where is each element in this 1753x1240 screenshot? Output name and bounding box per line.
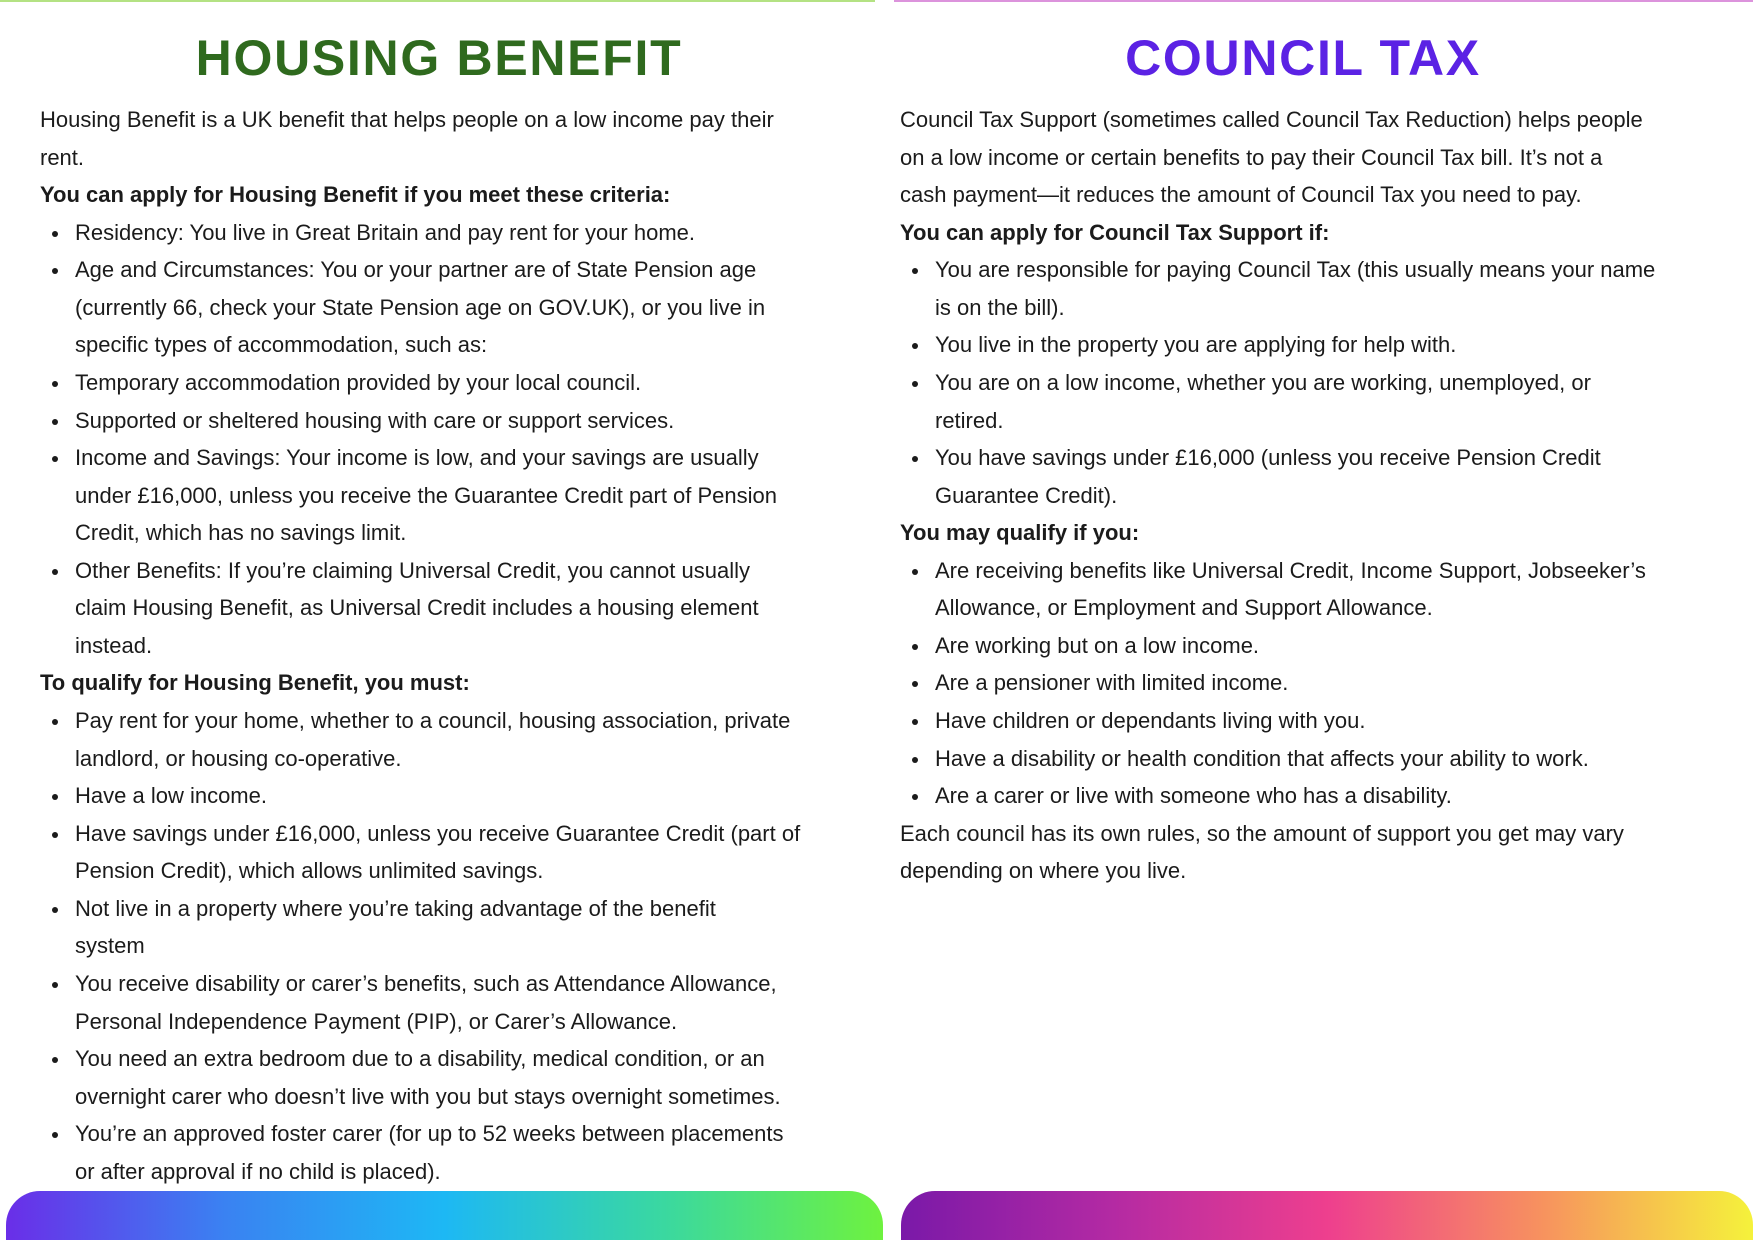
housing-qualify-heading: To qualify for Housing Benefit, you must: [40, 670, 470, 696]
list-item: Are receiving benefits like Universal Credit, Income Support, Jobseeker’s Allowance, or Employment and Support Allowance. [900, 552, 1745, 627]
list-item: Are a carer or live with someone who has a disability. [900, 777, 1745, 815]
housing-apply-criteria-list [40, 214, 875, 665]
housing-qualify-list [40, 702, 875, 1190]
housing-benefit-intro: Housing Benefit is a UK benefit that helps people on a low income pay their rent. [40, 107, 774, 170]
list-item: Have savings under £16,000, unless you receive Guarantee Credit (part of Pension Credit), which allows unlimited savings. [40, 815, 875, 890]
council-tax-closing-note: Each council has its own rules, so the amount of support you get may vary depending on where you live. [900, 820, 1624, 884]
top-accent-line-right [894, 0, 1753, 2]
list-item: Supported or sheltered housing with care or support services. [40, 402, 875, 440]
list-item: Temporary accommodation provided by your local council. [40, 364, 875, 402]
gradient-bar-left [6, 1191, 883, 1240]
list-item: Have children or dependants living with you. [900, 702, 1745, 740]
list-item: Are working but on a low income. [900, 627, 1745, 665]
top-accent-line-left [0, 0, 875, 2]
list-item: Residency: You live in Great Britain and pay rent for your home. [40, 214, 875, 252]
list-item: You have savings under £16,000 (unless you receive Pension Credit Guarantee Credit). [900, 439, 1745, 514]
list-item: Other Benefits: If you’re claiming Universal Credit, you cannot usually claim Housing Benefit, as Universal Credit includes a housing element instead. [40, 552, 875, 665]
list-item: You receive disability or carer’s benefits, such as Attendance Allowance, Personal Independence Payment (PIP), or Carer’s Allowance. [40, 965, 875, 1040]
council-tax-panel [900, 101, 1745, 890]
council-qualify-heading: You may qualify if you: [900, 520, 1140, 546]
housing-apply-criteria-heading: You can apply for Housing Benefit if you meet these criteria: [40, 182, 671, 208]
housing-benefit-panel [40, 101, 875, 1190]
gradient-bar-right [901, 1191, 1753, 1240]
council-apply-criteria-heading: You can apply for Council Tax Support if: [900, 219, 1330, 245]
list-item: You need an extra bedroom due to a disability, medical condition, or an overnight carer who doesn’t live with you but stays overnight sometimes. [40, 1040, 875, 1115]
list-item: Not live in a property where you’re taking advantage of the benefit system [40, 890, 875, 965]
housing-benefit-title: HOUSING BENEFIT [195, 30, 683, 86]
list-item: Have a low income. [40, 777, 875, 815]
list-item: You are responsible for paying Council Tax (this usually means your name is on the bill). [900, 251, 1745, 326]
list-item: You live in the property you are applying for help with. [900, 326, 1745, 364]
council-tax-title: COUNCIL TAX [1125, 30, 1481, 86]
list-item: Income and Savings: Your income is low, and your savings are usually under £16,000, unless you receive the Guarantee Credit part of Pension Credit, which has no savings limit. [40, 439, 875, 552]
council-apply-criteria-list [900, 251, 1745, 514]
list-item: You’re an approved foster carer (for up to 52 weeks between placements or after approval if no child is placed). [40, 1115, 875, 1190]
council-qualify-list [900, 552, 1745, 815]
list-item: Age and Circumstances: You or your partner are of State Pension age (currently 66, check your State Pension age on GOV.UK), or you live in specific types of accommodation, such as: [40, 251, 875, 364]
list-item: Have a disability or health condition that affects your ability to work. [900, 740, 1745, 778]
list-item: You are on a low income, whether you are working, unemployed, or retired. [900, 364, 1745, 439]
council-tax-intro: Council Tax Support (sometimes called Council Tax Reduction) helps people on a low income or certain benefits to pay their Council Tax bill. It’s not a cash payment—it reduces the amount of Council Tax you need to pay. [900, 107, 1643, 208]
list-item: Pay rent for your home, whether to a council, housing association, private landlord, or housing co-operative. [40, 702, 875, 777]
list-item: Are a pensioner with limited income. [900, 664, 1745, 702]
